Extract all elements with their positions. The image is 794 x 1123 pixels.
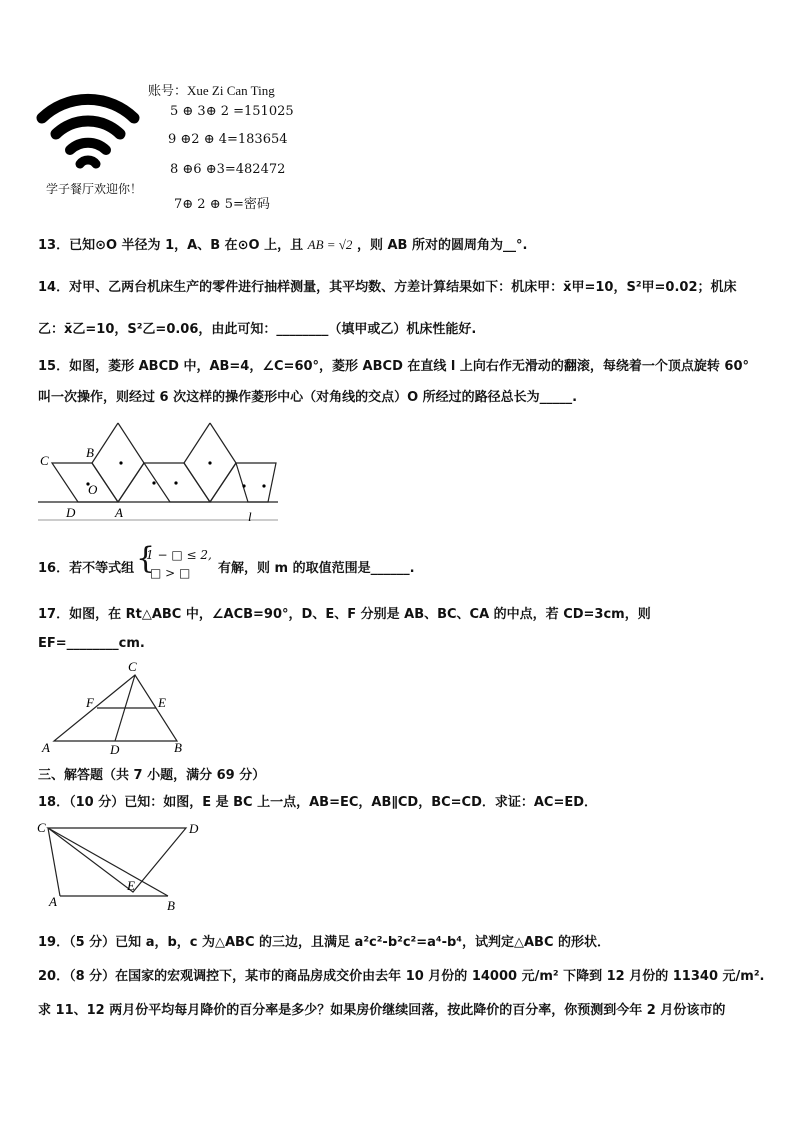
question-20-line2: 求 11、12 两月份平均每月降价的百分率是多少？如果房价继续回落，按此降价的百分率，你预测到今年 2 月份该市的 <box>38 1003 726 1018</box>
equation-4: 7⊕ 2 ⊕ 5=密码 <box>174 197 270 212</box>
wifi-icon <box>38 86 138 176</box>
q16-text-b: 有解，则 m 的取值范围是______. <box>218 561 415 576</box>
welcome-text: 学子餐厅欢迎你！ <box>46 182 143 196</box>
question-18: 18．（10 分）已知：如图，E 是 BC 上一点，AB=EC，AB∥CD，BC=CD．求证：AC=ED． <box>38 795 598 810</box>
q15-label-d: D <box>66 505 76 520</box>
question-15-line2: 叫一次操作，则经过 6 次这样的操作菱形中心（对角线的交点）O 所经过的路径总长为_____. <box>38 390 578 405</box>
q14-jia-var: S²甲=0.02；机床 <box>626 280 737 295</box>
q18-label-d: D <box>189 821 199 836</box>
q16-ineq-1: 1 − □ ≤ 2, <box>146 548 212 562</box>
q14-jia-mean: x̄甲=10， <box>563 280 627 295</box>
q15-label-b: B <box>86 445 94 460</box>
q17-label-e: E <box>158 695 166 710</box>
q16-ineq-2: □ > □ <box>150 566 191 580</box>
question-17-line1: 17．如图，在 Rt△ABC 中，∠ACB=90°，D、E、F 分别是 AB、BC、CA 的中点，若 CD=3cm，则 <box>38 607 651 622</box>
section-3-title: 三、解答题（共 7 小题，满分 69 分） <box>38 768 266 783</box>
q18-label-b: B <box>167 898 175 913</box>
q17-label-a: A <box>42 740 50 755</box>
question-14-line1 <box>38 276 737 295</box>
q16-brace: { <box>136 541 156 576</box>
q15-label-o: O <box>88 482 98 497</box>
q16-text-a: 16．若不等式组 <box>38 561 135 576</box>
q13-text-a: 13．已知⊙O 半径为 1，A、B 在⊙O 上，且 <box>38 238 304 253</box>
question-20-line1: 20．（8 分）在国家的宏观调控下，某市的商品房成交价由去年 10 月份的 14000 元/m² 下降到 12 月份的 11340 元/m². <box>38 969 765 984</box>
equation-3: 8 ⊕6 ⊕3=482472 <box>170 162 286 177</box>
equation-2: 9 ⊕2 ⊕ 4=183654 <box>168 132 288 147</box>
triangle-abc-figure <box>40 660 190 755</box>
account-line: 账号：Xue Zi Can Ting <box>148 83 275 98</box>
q14-line1: 14．对甲、乙两台机床生产的零件进行抽样测量，其平均数、方差计算结果如下：机床甲： <box>38 280 564 295</box>
q18-label-c: C <box>37 820 46 835</box>
question-17-line2: EF=________cm. <box>38 636 145 651</box>
question-19: 19．（5 分）已知 a，b，c 为△ABC 的三边，且满足 a²c²-b²c²=a⁴-b⁴，试判定△ABC 的形状． <box>38 935 611 950</box>
q18-label-a: A <box>49 894 57 909</box>
q17-label-b: B <box>174 740 182 755</box>
equation-1: 5 ⊕ 3⊕ 2 =151025 <box>170 104 294 119</box>
q15-label-a: A <box>115 505 123 520</box>
question-14-line2: 乙：x̄乙=10，S²乙=0.06，由此可知：________（填甲或乙）机床性能好. <box>38 322 477 337</box>
question-15-line1: 15．如图，菱形 ABCD 中，AB=4，∠C=60°，菱形 ABCD 在直线 l 上向右作无滑动的翻滚，每绕着一个顶点旋转 60° <box>38 359 750 374</box>
q17-label-c: C <box>128 659 137 674</box>
q17-label-d: D <box>110 742 120 757</box>
quadrilateral-figure <box>36 818 206 913</box>
question-13 <box>38 234 527 253</box>
q13-formula: AB = √2 <box>307 237 353 252</box>
q13-text-b: ，则 AB 所对的圆周角为__°. <box>356 238 528 253</box>
question-16 <box>38 557 134 576</box>
q15-label-c: C <box>40 453 49 468</box>
rhombus-rolling-figure <box>38 420 278 525</box>
q15-label-l: l <box>248 509 252 524</box>
q18-label-e: E <box>127 878 135 893</box>
q17-label-f: F <box>86 695 94 710</box>
